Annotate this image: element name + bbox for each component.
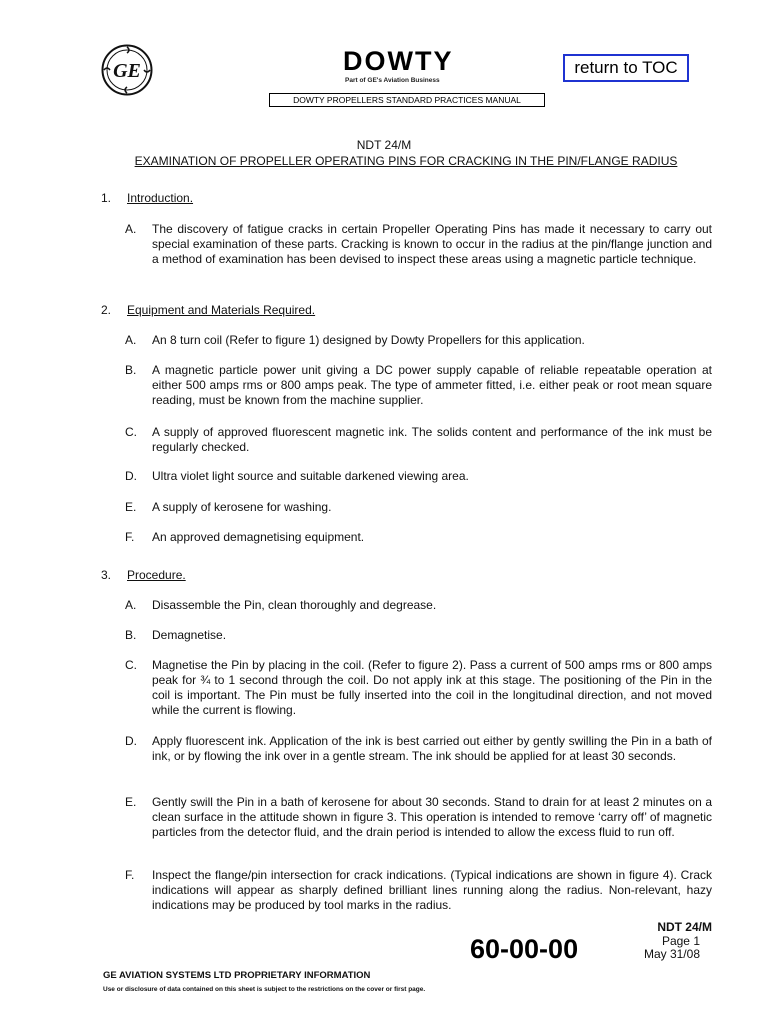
- item-text: Magnetise the Pin by placing in the coil. (Refer to figure 2). Pass a current of 500 amps rms or 800 amps peak for ¾ to 1 second through the coil. Do not apply ink at this stage. The positioning of the Pin in the coil is important. The Pin must be fully inserted into the coil in the longitudinal direction, and not moved while the current is flowing.: [152, 658, 712, 717]
- item-letter: C.: [125, 658, 137, 672]
- item-letter: A.: [125, 333, 137, 347]
- item-text: Inspect the flange/pin intersection for crack indications. (Typical indications are shown in figure 4). Crack indications will appear as sharply defined brilliant lines running along the radius. Non-relevant, hazy indications may be produced by tool marks in the radius.: [152, 868, 712, 912]
- item-letter: A.: [125, 222, 137, 236]
- ge-logo-text: GE: [113, 60, 141, 82]
- item-text: A supply of kerosene for washing.: [152, 500, 332, 514]
- section-number: 3.: [101, 568, 112, 582]
- document-number: NDT 24/M: [356, 138, 412, 152]
- ge-logo: [101, 44, 153, 96]
- item-letter: F.: [125, 530, 135, 544]
- brand-subtitle: Part of GE's Aviation Business: [345, 77, 440, 84]
- footer-page-number: Page 1: [661, 934, 700, 948]
- item-letter: E.: [125, 795, 137, 809]
- item-text: Demagnetise.: [152, 628, 227, 642]
- document-title: EXAMINATION OF PROPELLER OPERATING PINS FOR CRACKING IN THE PIN/FLANGE RADIUS: [134, 154, 678, 168]
- manual-title: DOWTY PROPELLERS STANDARD PRACTICES MANUAL: [269, 93, 545, 107]
- return-to-toc-button[interactable]: return to TOC: [563, 54, 689, 82]
- item-text: An 8 turn coil (Refer to figure 1) designed by Dowty Propellers for this application.: [152, 333, 585, 347]
- item-letter: D.: [125, 469, 137, 483]
- footer-disclosure-note: Use or disclosure of data contained on this sheet is subject to the restrictions on the cover or first page.: [103, 986, 426, 993]
- dowty-brand: DOWTY: [343, 46, 454, 76]
- footer-chapter-code: 60-00-00: [470, 934, 579, 964]
- item-text: The discovery of fatigue cracks in certain Propeller Operating Pins has made it necessary to carry out special examination of these parts. Cracking is known to occur in the radius at the pin/flange junction and a method of examination has been devised to inspect these areas using a magnetic particle technique.: [152, 222, 712, 266]
- footer-date: May 31/08: [643, 947, 700, 961]
- section-title: Equipment and Materials Required.: [127, 303, 316, 317]
- item-letter: E.: [125, 500, 137, 514]
- footer-proprietary: GE AVIATION SYSTEMS LTD PROPRIETARY INFORMATION: [103, 970, 371, 981]
- section-title: Introduction.: [127, 191, 194, 205]
- section-title: Procedure.: [127, 568, 186, 582]
- item-letter: F.: [125, 868, 135, 882]
- item-text: An approved demagnetising equipment.: [152, 530, 365, 544]
- item-text: Apply fluorescent ink. Application of the ink is best carried out either by gently swilling the Pin in a bath of ink, or by flowing the ink over in a gentle stream. The ink should be applied for at least 30 seconds.: [152, 734, 712, 763]
- footer-ndt-number: NDT 24/M: [657, 920, 712, 934]
- item-text: Gently swill the Pin in a bath of kerosene for about 30 seconds. Stand to drain for at least 2 minutes on a clean surface in the attitude shown in figure 3. This operation is intended to remove ‘carry off’ of magnetic particles from the detector fluid, and the drain period is intended to allow the excess fluid to run off.: [152, 795, 712, 839]
- item-letter: B.: [125, 363, 137, 377]
- item-text: Disassemble the Pin, clean thoroughly and degrease.: [152, 598, 437, 612]
- item-letter: D.: [125, 734, 137, 748]
- item-text: Ultra violet light source and suitable darkened viewing area.: [152, 469, 469, 483]
- section-number: 2.: [101, 303, 112, 317]
- item-text: A magnetic particle power unit giving a DC power supply capable of reliable repeatable operation at either 500 amps rms or 800 amps peak. The type of ammeter fitted, i.e. either peak or root mean square reading, must be known from the machine supplier.: [152, 363, 712, 407]
- section-number: 1.: [101, 191, 112, 205]
- item-letter: B.: [125, 628, 137, 642]
- item-letter: A.: [125, 598, 137, 612]
- item-text: A supply of approved fluorescent magnetic ink. The solids content and performance of the ink must be regularly checked.: [152, 425, 712, 454]
- item-letter: C.: [125, 425, 137, 439]
